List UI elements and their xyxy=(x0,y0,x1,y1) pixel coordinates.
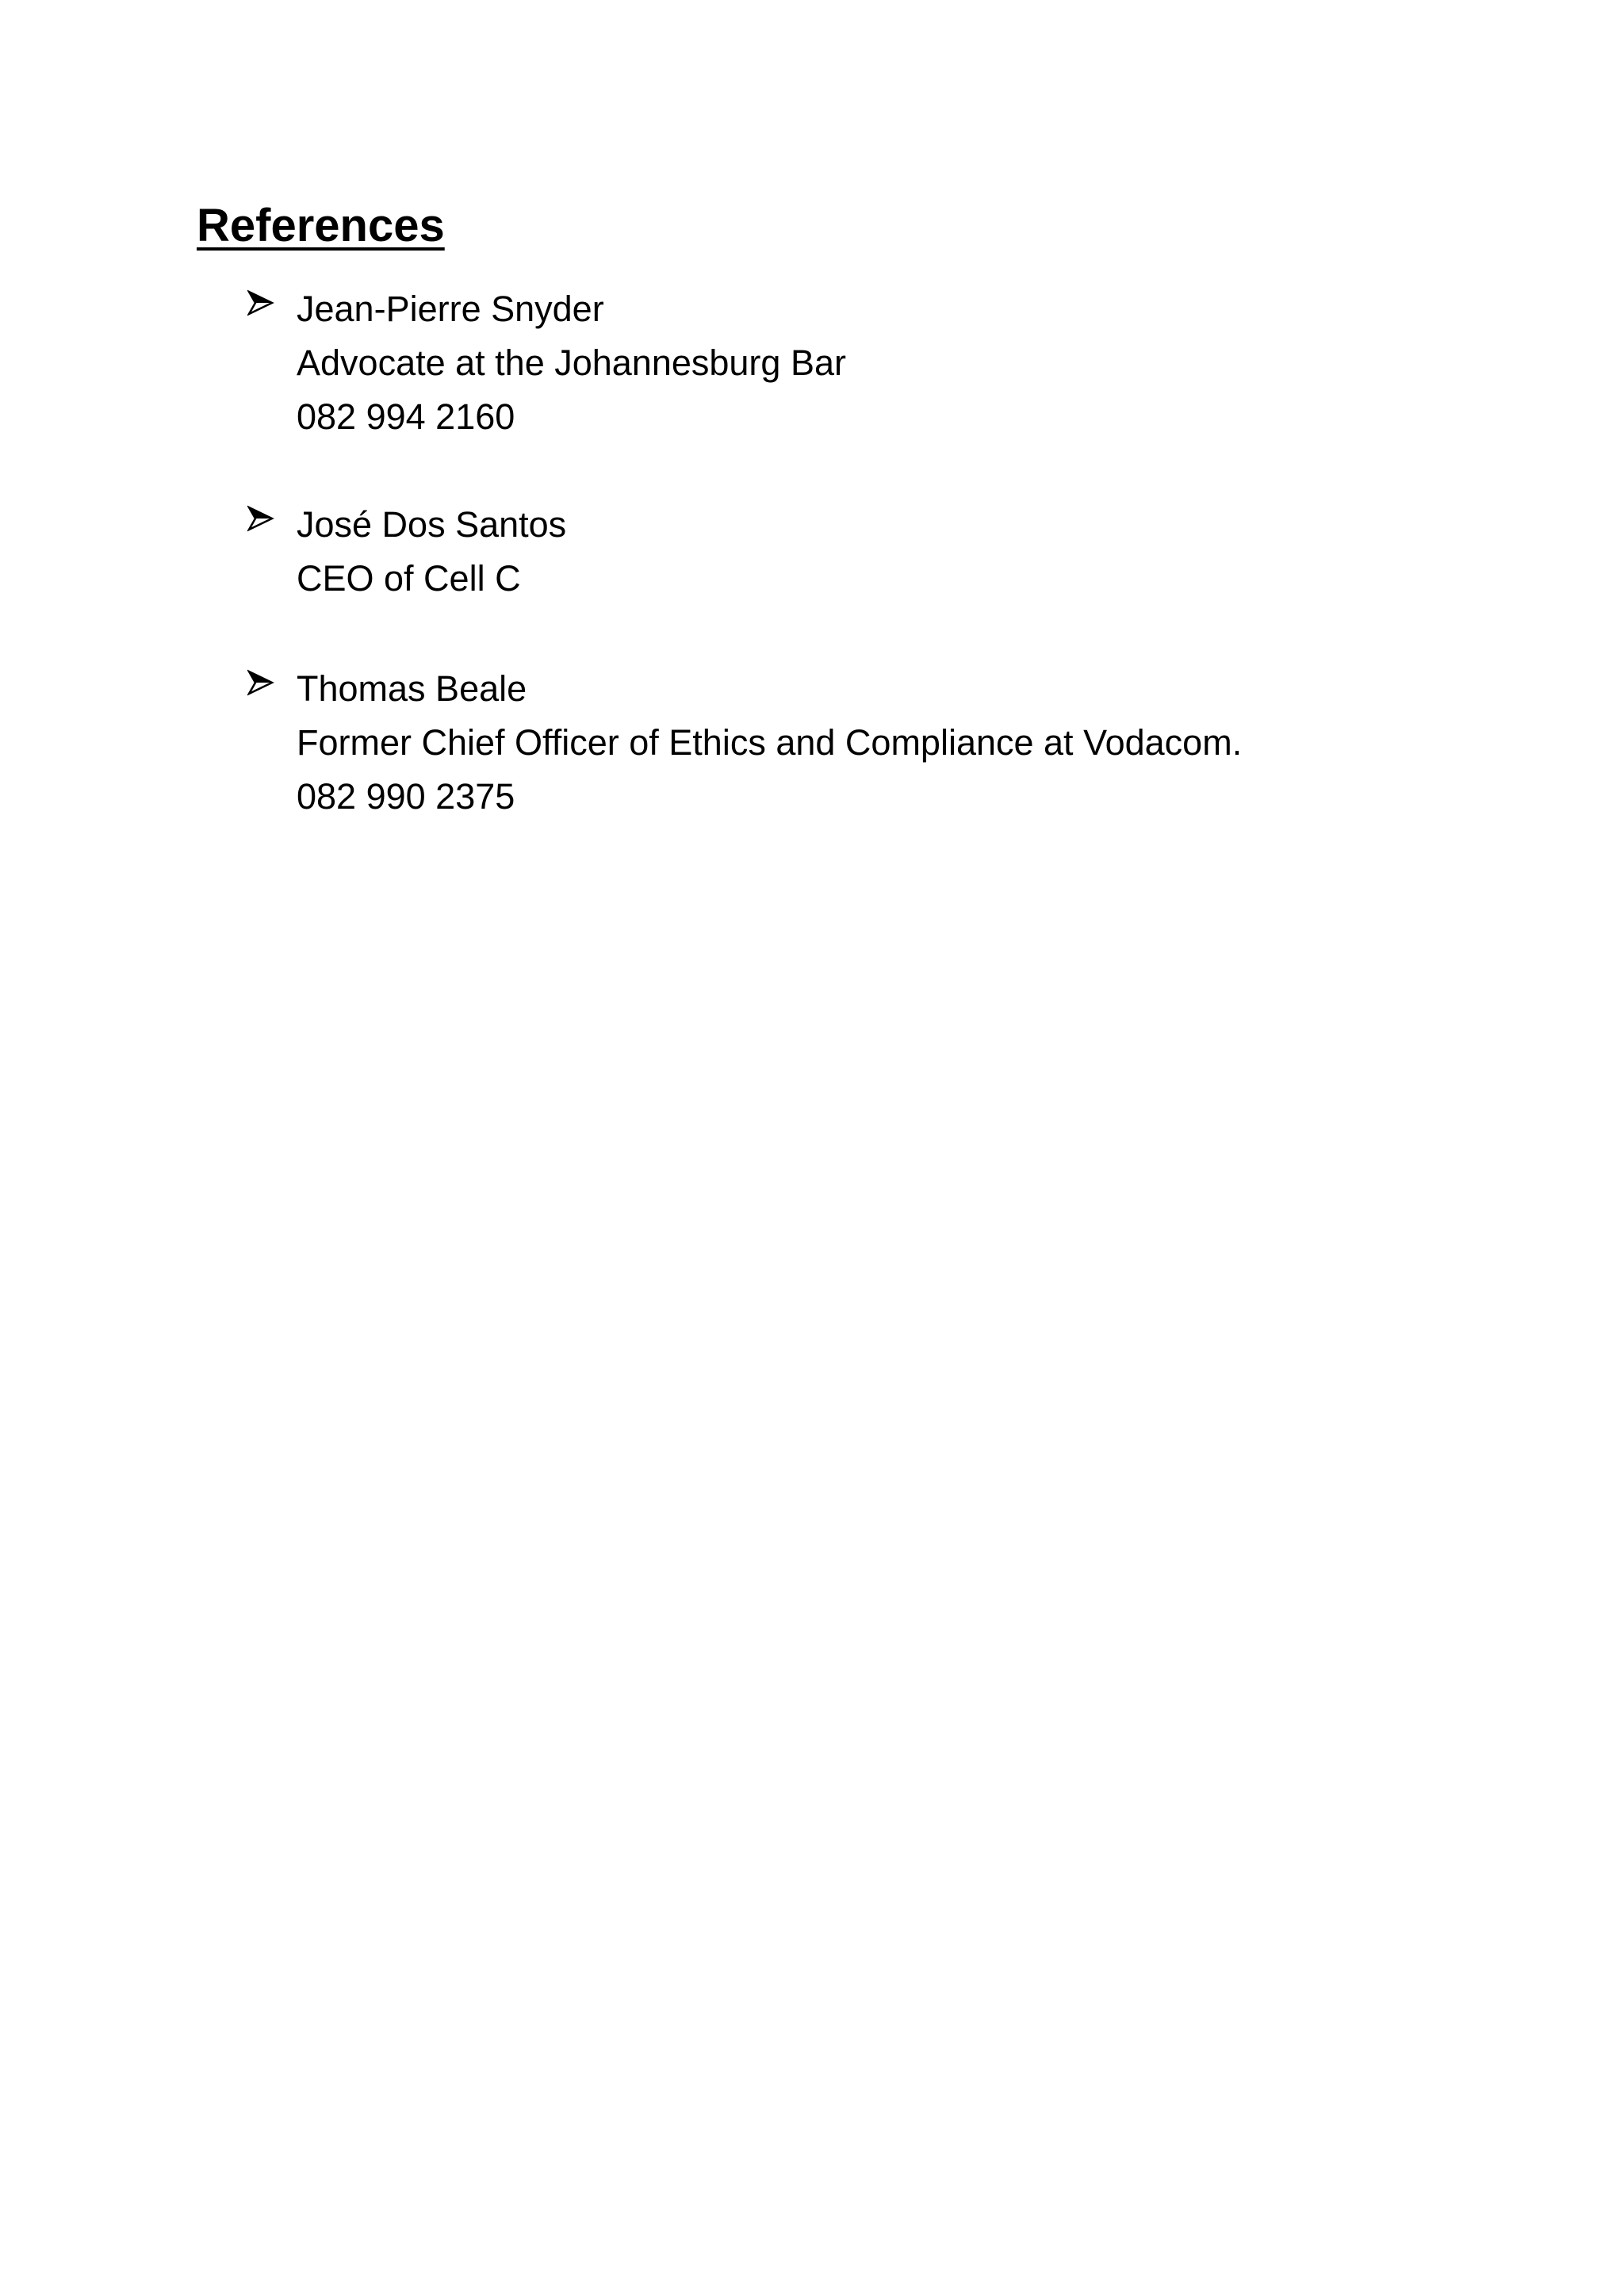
reference-details xyxy=(297,282,1327,444)
reference-title: CEO of Cell C xyxy=(297,558,521,599)
page-title: References xyxy=(197,200,445,251)
arrowhead-bullet-icon xyxy=(247,669,274,696)
reference-title: Advocate at the Johannesburg Bar xyxy=(297,342,846,383)
arrowhead-bullet-icon xyxy=(247,505,274,532)
reference-phone: 082 994 2160 xyxy=(297,396,515,437)
arrowhead-bullet-icon xyxy=(247,289,274,316)
reference-details xyxy=(297,498,1327,606)
reference-phone: 082 990 2375 xyxy=(297,776,515,817)
reference-details xyxy=(297,662,1327,824)
reference-title: Former Chief Officer of Ethics and Compliance at Vodacom. xyxy=(297,722,1243,763)
reference-name: Jean-Pierre Snyder xyxy=(297,289,604,329)
reference-name: José Dos Santos xyxy=(297,504,567,545)
reference-name: Thomas Beale xyxy=(297,668,527,709)
